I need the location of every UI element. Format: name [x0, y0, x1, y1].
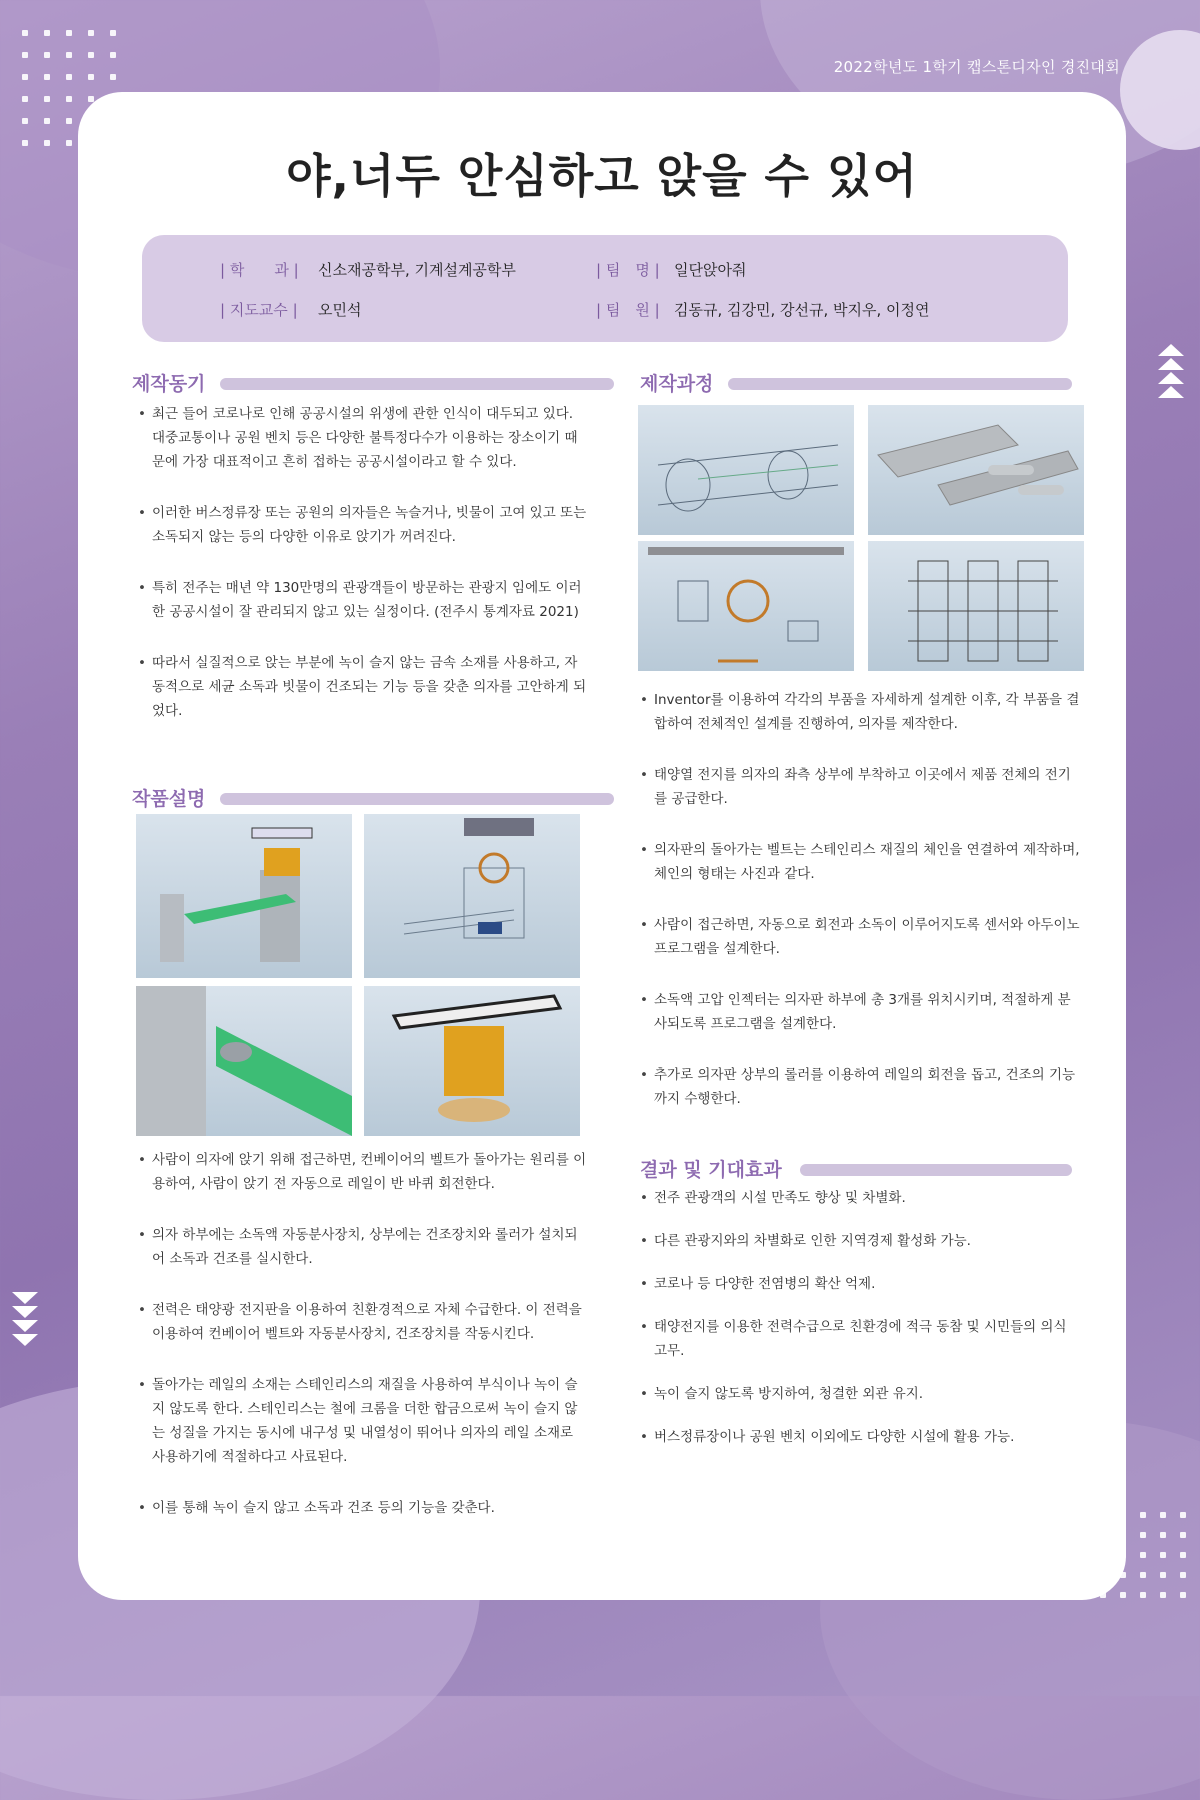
chair-wireframe-image: [364, 814, 580, 978]
members-label: | 팀 원 |: [596, 301, 660, 319]
poster-title: 야,너두 안심하고 앉을 수 있어: [286, 149, 918, 203]
contest-header: 2022학년도 1학기 캡스톤디자인 경진대회: [833, 58, 1120, 76]
blueprint-drawing-image: [868, 541, 1084, 671]
list-item: • 이러한 버스정류장 또는 공원의 의자들은 녹슬거나, 빗물이 고여 있고 또는 소독되지 않는 등의 다양한 이유로 앉기가 꺼려진다.: [138, 501, 588, 549]
info-row-2: [142, 299, 1068, 329]
assembly-wireframe-image: [638, 541, 854, 671]
list-item: • 따라서 실질적으로 앉는 부분에 녹이 슬지 않는 금속 소재를 사용하고, 자동적으로 세균 소독과 빗물이 건조되는 기능 등을 갖춘 의자를 고안하게 되었다.: [138, 651, 588, 723]
results-list: [640, 1186, 1080, 1468]
list-item: • 사람이 접근하면, 자동으로 회전과 소독이 이루어지도록 센서와 아두이노 프로그램을 설계한다.: [640, 913, 1080, 961]
list-item: • 버스정류장이나 공원 벤치 이외에도 다양한 시설에 활용 가능.: [640, 1425, 1080, 1449]
section-header-description: 작품설명: [132, 784, 614, 812]
section-header-motivation: 제작동기: [132, 369, 614, 397]
team-info-panel: [142, 235, 1068, 342]
chair-render-image: [136, 814, 352, 978]
poster-card: [78, 92, 1126, 1600]
list-item: • 의자판의 돌아가는 벨트는 스테인리스 재질의 체인을 연결하여 제작하며, 체인의 형태는 사진과 같다.: [640, 838, 1080, 886]
team-name-value: 일단앉아줘: [674, 261, 747, 279]
list-item: • 특히 전주는 매년 약 130만명의 관광객들이 방문하는 관광지 임에도 이러한 공공시설이 잘 관리되지 않고 있는 실정이다. (전주시 통계자료 2021): [138, 576, 588, 624]
list-item: • 전주 관광객의 시설 만족도 향상 및 차별화.: [640, 1186, 1080, 1210]
list-item: • 다른 관광지와의 차별화로 인한 지역경제 활성화 가능.: [640, 1229, 1080, 1253]
list-item: • 최근 들어 코로나로 인해 공공시설의 위생에 관한 인식이 대두되고 있다. 대중교통이나 공원 벤치 등은 다양한 불특정다수가 이용하는 장소이기 때문에 가장 대표적이고 흔히 접하는 공공시설이라고 할 수 있다.: [138, 402, 588, 474]
chair-bottom-render-image: [364, 986, 580, 1136]
list-item: • 이를 통해 녹이 슬지 않고 소독과 건조 등의 기능을 갖춘다.: [138, 1496, 588, 1520]
info-row-1: [142, 259, 1068, 289]
section-header-results: 결과 및 기대효과: [640, 1155, 1072, 1183]
list-item: • 태양전지를 이용한 전력수급으로 친환경에 적극 동참 및 시민들의 의식 고무.: [640, 1315, 1080, 1363]
triangle-stack-icon: [1156, 344, 1186, 408]
process-list: [640, 688, 1080, 1138]
team-name-label: | 팀 명 |: [596, 261, 660, 279]
list-item: • 전력은 태양광 전지판을 이용하여 친환경적으로 자체 수급한다. 이 전력을 이용하여 컨베이어 벨트와 자동분사장치, 건조장치를 작동시킨다.: [138, 1298, 588, 1346]
members-value: 김동규, 김강민, 강선규, 박지우, 이정연: [674, 301, 930, 319]
section-header-process: 제작과정: [640, 369, 1072, 397]
description-list: [138, 1148, 588, 1547]
advisor-value: 오민석: [318, 301, 362, 319]
dept-value: 신소재공학부, 기계설계공학부: [318, 261, 516, 279]
list-item: • 녹이 슬지 않도록 방지하여, 청결한 외관 유지.: [640, 1382, 1080, 1406]
stainless-chain-image: [868, 405, 1084, 535]
list-item: • 사람이 의자에 앉기 위해 접근하면, 컨베이어의 벨트가 돌아가는 원리를 이용하여, 사람이 앉기 전 자동으로 레일이 반 바퀴 회전한다.: [138, 1148, 588, 1196]
wireframe-roller-image: [638, 405, 854, 535]
list-item: • 소독액 고압 인젝터는 의자판 하부에 총 3개를 위치시키며, 적절하게 분사되도록 프로그램을 설계한다.: [640, 988, 1080, 1036]
motivation-list: [138, 402, 588, 750]
list-item: • 추가로 의자판 상부의 롤러를 이용하여 레일의 회전을 돕고, 건조의 기능까지 수행한다.: [640, 1063, 1080, 1111]
list-item: • 돌아가는 레일의 소재는 스테인리스의 재질을 사용하여 부식이나 녹이 슬지 않도록 한다. 스테인리스는 철에 크롬을 더한 합금으로써 녹이 슬지 않는 성질을 가지는 동시에 내구성 및 내열성이 뛰어나 의자의 레일 소재로 사용하기에 적절하다고 사료된다.: [138, 1373, 588, 1469]
triangle-stack-icon: [10, 1290, 40, 1354]
list-item: • Inventor를 이용하여 각각의 부품을 자세하게 설계한 이후, 각 부품을 결합하여 전체적인 설계를 진행하여, 의자를 제작한다.: [640, 688, 1080, 736]
list-item: • 의자 하부에는 소독액 자동분사장치, 상부에는 건조장치와 롤러가 설치되어 소독과 건조를 실시한다.: [138, 1223, 588, 1271]
list-item: • 코로나 등 다양한 전염병의 확산 억제.: [640, 1272, 1080, 1296]
list-item: • 태양열 전지를 의자의 좌측 상부에 부착하고 이곳에서 제품 전체의 전기를 공급한다.: [640, 763, 1080, 811]
dept-label: | 학 과 |: [220, 261, 299, 279]
conveyor-closeup-image: [136, 986, 352, 1136]
advisor-label: | 지도교수 |: [220, 301, 298, 319]
